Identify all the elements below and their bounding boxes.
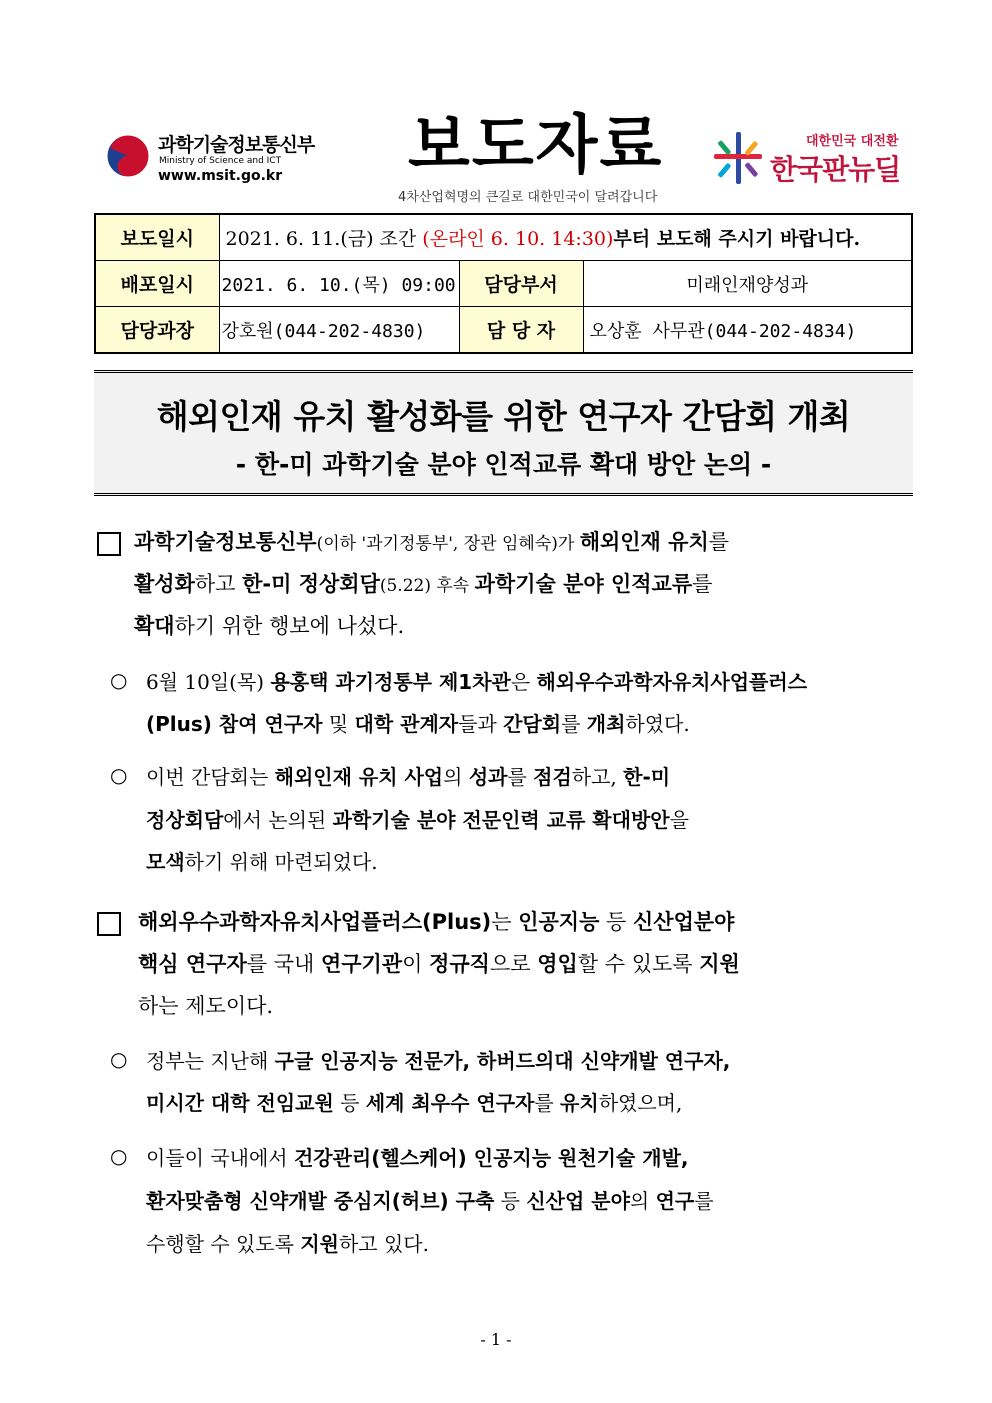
text-span: 환자맞춤형 신약개발 중심지(허브) 구축 (146, 1189, 495, 1213)
text-span: (5.22) 후속 (379, 576, 475, 596)
paragraph-1-line-3 (134, 610, 404, 640)
text-span: 는 (491, 910, 519, 934)
text-span: 인공지능 (518, 910, 600, 934)
text-span: 한-미 (623, 765, 671, 789)
paragraph-1-line-2 (134, 568, 712, 598)
text-span: 으로 (489, 952, 538, 976)
text-span: 은 (510, 670, 537, 694)
contact-value: 오상훈 사무관(044-202-4834) (583, 307, 912, 354)
text-span: 등 (333, 1091, 366, 1115)
text-span: 정상회담 (146, 808, 224, 832)
text-span: 을 (669, 808, 689, 832)
text-span: 하기 위한 행보에 나섰다. (174, 614, 405, 638)
release-date-label: 보도일시 (95, 214, 219, 261)
text-span: (이하 '과기정통부', 장관 임혜숙)가 (316, 534, 580, 554)
text-span: 하고 있다. (338, 1232, 429, 1256)
release-note: 부터 보도해 주시기 바랍니다. (613, 228, 861, 250)
text-span: 모색 (146, 850, 185, 874)
sub-2-2-line-2 (146, 1185, 714, 1214)
text-span: 를 (561, 712, 587, 736)
manager-label: 담당과장 (95, 307, 219, 354)
sub-2-1-line-1 (146, 1045, 730, 1074)
ministry-logo (106, 128, 326, 188)
paragraph-1-line-1 (134, 526, 729, 556)
text-span: 에서 논의된 (223, 808, 333, 832)
text-span: 신산업분야 (633, 910, 735, 934)
release-date-value (219, 214, 912, 261)
circle-bullet-icon: ○ (110, 1144, 128, 1168)
text-span: 의 (443, 765, 469, 789)
text-span: 대학 관계자 (354, 712, 459, 736)
text-span: 등 (494, 1189, 527, 1213)
sub-1-2-line-3 (146, 846, 378, 875)
text-span: 성과 (468, 765, 508, 789)
text-span: (Plus) 참여 연구자 (146, 712, 323, 736)
text-span: 해외인재 유치 (579, 530, 709, 554)
department-value: 미래인재양성과 (583, 261, 912, 307)
text-span: 하였으며, (598, 1091, 683, 1115)
sub-1-2-line-1 (146, 761, 670, 790)
text-span: 해외우수과학자유치사업플러스 (536, 670, 808, 694)
sub-2-2-line-3 (146, 1228, 429, 1257)
text-span: 유치 (560, 1091, 599, 1115)
text-span: 건강관리(헬스케어) 인공지능 원천기술 개발, (293, 1146, 689, 1170)
text-span: 영입 (537, 952, 578, 976)
text-span: 지원 (300, 1232, 339, 1256)
text-span: 를 (692, 572, 713, 596)
text-span: 지원 (699, 952, 740, 976)
text-span: 정부는 지난해 (146, 1049, 275, 1073)
sub-2-2-line-1 (146, 1142, 689, 1171)
text-span: 활성화 (134, 572, 195, 596)
text-span: 를 국내 (246, 952, 321, 976)
text-span: 를 (507, 765, 534, 789)
text-span: 간담회 (503, 712, 562, 736)
text-span: 개최 (586, 712, 626, 736)
page-number: - 1 - (480, 1330, 512, 1349)
square-bullet-icon (97, 912, 121, 936)
main-headline: 해외인재 유치 활성화를 위한 연구자 간담회 개최 (156, 397, 851, 436)
text-span: 세계 최우수 연구자 (365, 1091, 535, 1115)
text-span: 해외우수과학자유치사업플러스(Plus) (138, 910, 492, 934)
new-deal-mark-icon (714, 132, 762, 184)
text-span: 등 (599, 910, 634, 934)
release-date: 2021. 6. 11.(금) 조간 (225, 228, 423, 250)
circle-bullet-icon: ○ (110, 763, 128, 787)
text-span: 과학기술정보통신부 (134, 530, 317, 554)
text-span: 이 (402, 952, 430, 976)
text-span: 하는 제도이다. (138, 994, 274, 1018)
text-span: 과학기술 분야 전문인력 교류 확대방안 (332, 808, 670, 832)
press-release-title: 보도자료 (408, 109, 664, 183)
text-span: 하고 (194, 572, 243, 596)
text-span: 과학기술 분야 인적교류 (474, 572, 693, 596)
headline-box (94, 370, 913, 496)
text-span: 6월 10일(목) (146, 670, 271, 694)
text-span: 한-미 정상회담 (242, 572, 380, 596)
release-info-table (94, 213, 913, 354)
ministry-url: www.msit.go.kr (158, 168, 283, 184)
text-span: 정규직 (429, 952, 490, 976)
sub-1-2-line-2 (146, 804, 689, 833)
text-span: 하기 위해 마련되었다. (184, 850, 378, 874)
text-span: 연구기관 (320, 952, 403, 976)
paragraph-2-line-2 (138, 948, 740, 978)
manager-value: 강호원(044-202-4830) (219, 307, 459, 354)
text-span: 점검 (533, 765, 572, 789)
text-span: 수행할 수 있도록 (146, 1232, 301, 1256)
text-span: 를 (694, 1189, 714, 1213)
korean-new-deal-logo (714, 128, 914, 188)
text-span: 미시간 대학 전임교원 (146, 1091, 334, 1115)
text-span: 의 (629, 1189, 656, 1213)
text-span: 들과 (458, 712, 504, 736)
distribution-date-label: 배포일시 (95, 261, 219, 307)
ministry-name-en: Ministry of Science and ICT (159, 156, 282, 166)
release-online-time: (온라인 6. 10. 14:30) (422, 228, 614, 250)
text-span: 를 (708, 530, 730, 554)
text-span: 구글 인공지능 전문가, 하버드의대 신약개발 연구자, (274, 1049, 731, 1073)
paragraph-2-line-1 (138, 906, 734, 936)
sub-2-1-line-2 (146, 1087, 682, 1116)
circle-bullet-icon: ○ (110, 668, 128, 692)
new-deal-tagline: 대한민국 대전환 (806, 134, 899, 149)
text-span: 이들이 국내에서 (146, 1146, 294, 1170)
new-deal-name: 한국판뉴딜 (770, 153, 901, 186)
text-span: 및 (322, 712, 355, 736)
sub-headline: - 한-미 과학기술 분야 인적교류 확대 방안 논의 - (235, 450, 772, 479)
slogan: 4차산업혁명의 큰길로 대한민국이 달려갑니다 (398, 190, 658, 205)
ministry-name-ko: 과학기술정보통신부 (158, 134, 315, 156)
text-span: 용홍택 과기정통부 제1차관 (270, 670, 511, 694)
sub-1-1-line-1 (146, 666, 807, 695)
department-label: 담당부서 (459, 261, 583, 307)
text-span: 핵심 연구자 (138, 952, 247, 976)
text-span: 하였다. (625, 712, 690, 736)
text-span: 확대 (134, 614, 175, 638)
text-span: 할 수 있도록 (577, 952, 700, 976)
text-span: 이번 간담회는 (146, 765, 275, 789)
text-span: 해외인재 유치 사업 (274, 765, 444, 789)
taegeuk-emblem-icon (106, 134, 150, 178)
contact-label: 담 당 자 (459, 307, 583, 354)
text-span: 를 (534, 1091, 561, 1115)
text-span: 신산업 분야 (526, 1189, 630, 1213)
square-bullet-icon (97, 532, 121, 556)
paragraph-2-line-3 (138, 990, 273, 1020)
text-span: 연구 (655, 1189, 695, 1213)
circle-bullet-icon: ○ (110, 1047, 128, 1071)
distribution-date-value: 2021. 6. 10.(목) 09:00 (219, 261, 459, 307)
text-span: 하고, (571, 765, 624, 789)
sub-1-1-line-2 (146, 708, 690, 737)
